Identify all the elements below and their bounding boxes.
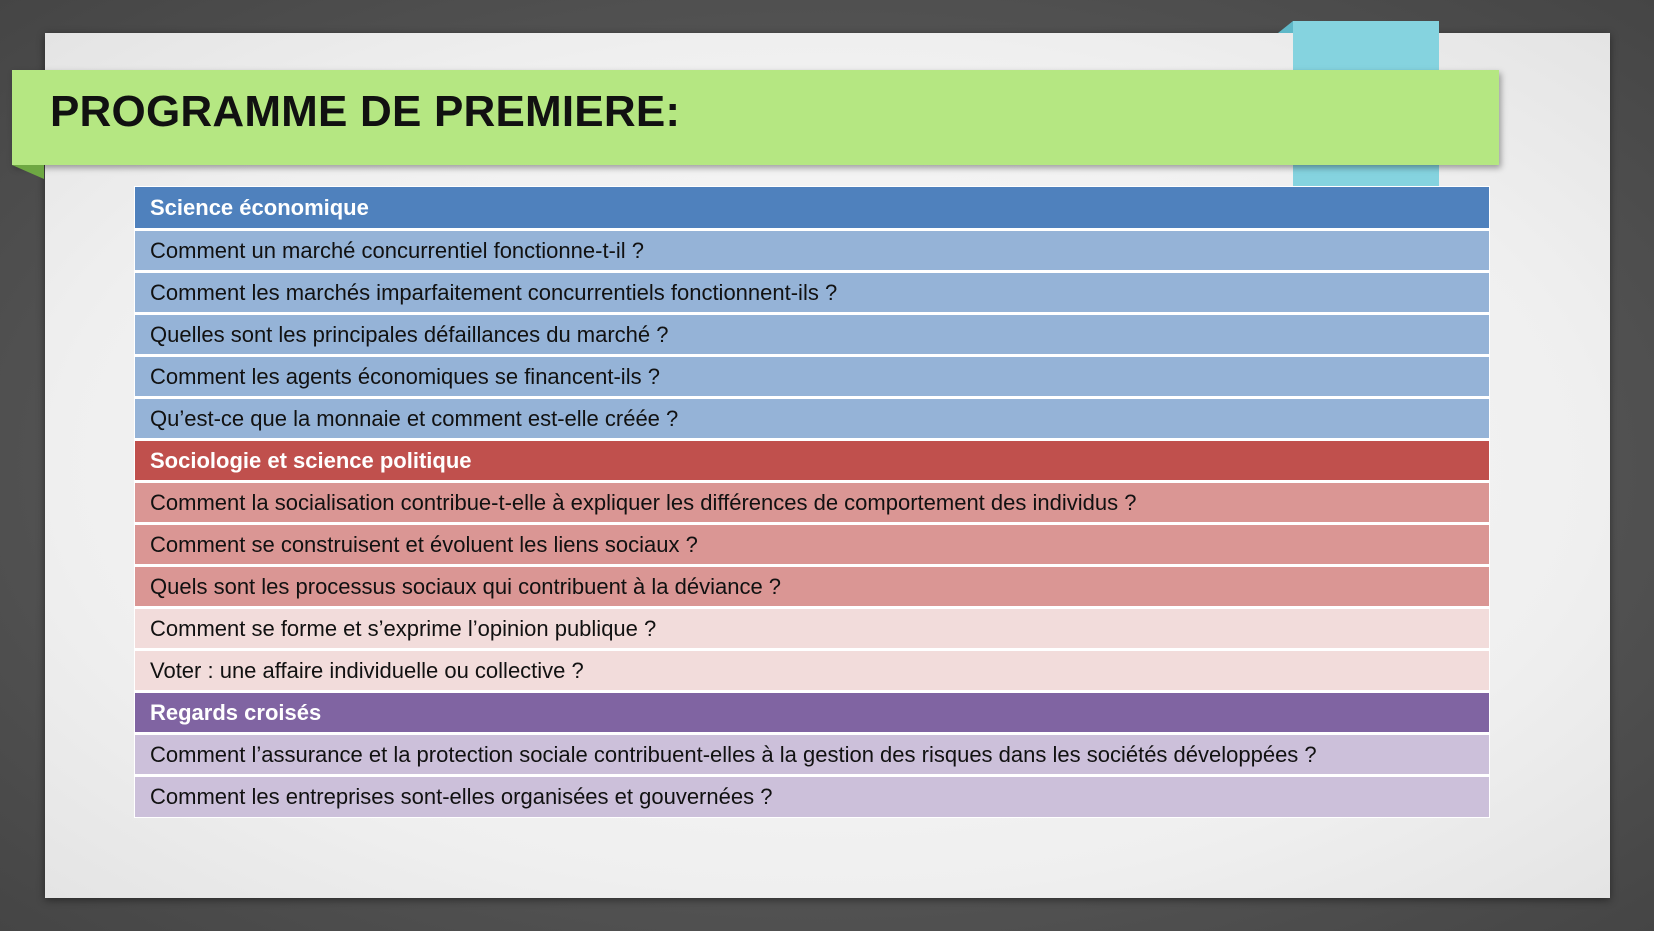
topic-cell: Comment les marchés imparfaitement concurrentiels fonctionnent-ils ? <box>135 272 1490 314</box>
table-row <box>135 650 1490 692</box>
topic-cell: Quels sont les processus sociaux qui contribuent à la déviance ? <box>135 566 1490 608</box>
section-header-economics: Science économique <box>135 187 1490 230</box>
slide-title: PROGRAMME DE PREMIERE: <box>50 87 681 136</box>
title-banner-fold <box>12 165 44 179</box>
topic-cell: Comment la socialisation contribue-t-elle à expliquer les différences de comportement des individus ? <box>135 482 1490 524</box>
accent-tab-fold <box>1278 21 1293 33</box>
section-header-cross-views: Regards croisés <box>135 692 1490 734</box>
table-row <box>135 734 1490 776</box>
section-header-sociology: Sociologie et science politique <box>135 440 1490 482</box>
topic-cell: Qu’est-ce que la monnaie et comment est-elle créée ? <box>135 398 1490 440</box>
table-row <box>135 230 1490 272</box>
topic-cell: Comment un marché concurrentiel fonctionne-t-il ? <box>135 230 1490 272</box>
section-header-row <box>135 187 1490 230</box>
topic-cell: Quelles sont les principales défaillances du marché ? <box>135 314 1490 356</box>
topic-cell: Comment l’assurance et la protection sociale contribuent-elles à la gestion des risques dans les sociétés développées ? <box>135 734 1490 776</box>
table-row <box>135 398 1490 440</box>
table-row <box>135 608 1490 650</box>
section-header-row <box>135 692 1490 734</box>
table-row <box>135 272 1490 314</box>
topic-cell: Comment se construisent et évoluent les liens sociaux ? <box>135 524 1490 566</box>
table-row <box>135 566 1490 608</box>
topic-cell: Comment les agents économiques se financent-ils ? <box>135 356 1490 398</box>
table-row <box>135 482 1490 524</box>
topic-cell: Comment se forme et s’exprime l’opinion publique ? <box>135 608 1490 650</box>
section-header-row <box>135 440 1490 482</box>
table-row <box>135 524 1490 566</box>
table-row <box>135 356 1490 398</box>
table-row <box>135 314 1490 356</box>
table-row <box>135 776 1490 818</box>
program-table <box>134 186 1490 818</box>
topic-cell: Voter : une affaire individuelle ou collective ? <box>135 650 1490 692</box>
topic-cell: Comment les entreprises sont-elles organisées et gouvernées ? <box>135 776 1490 818</box>
